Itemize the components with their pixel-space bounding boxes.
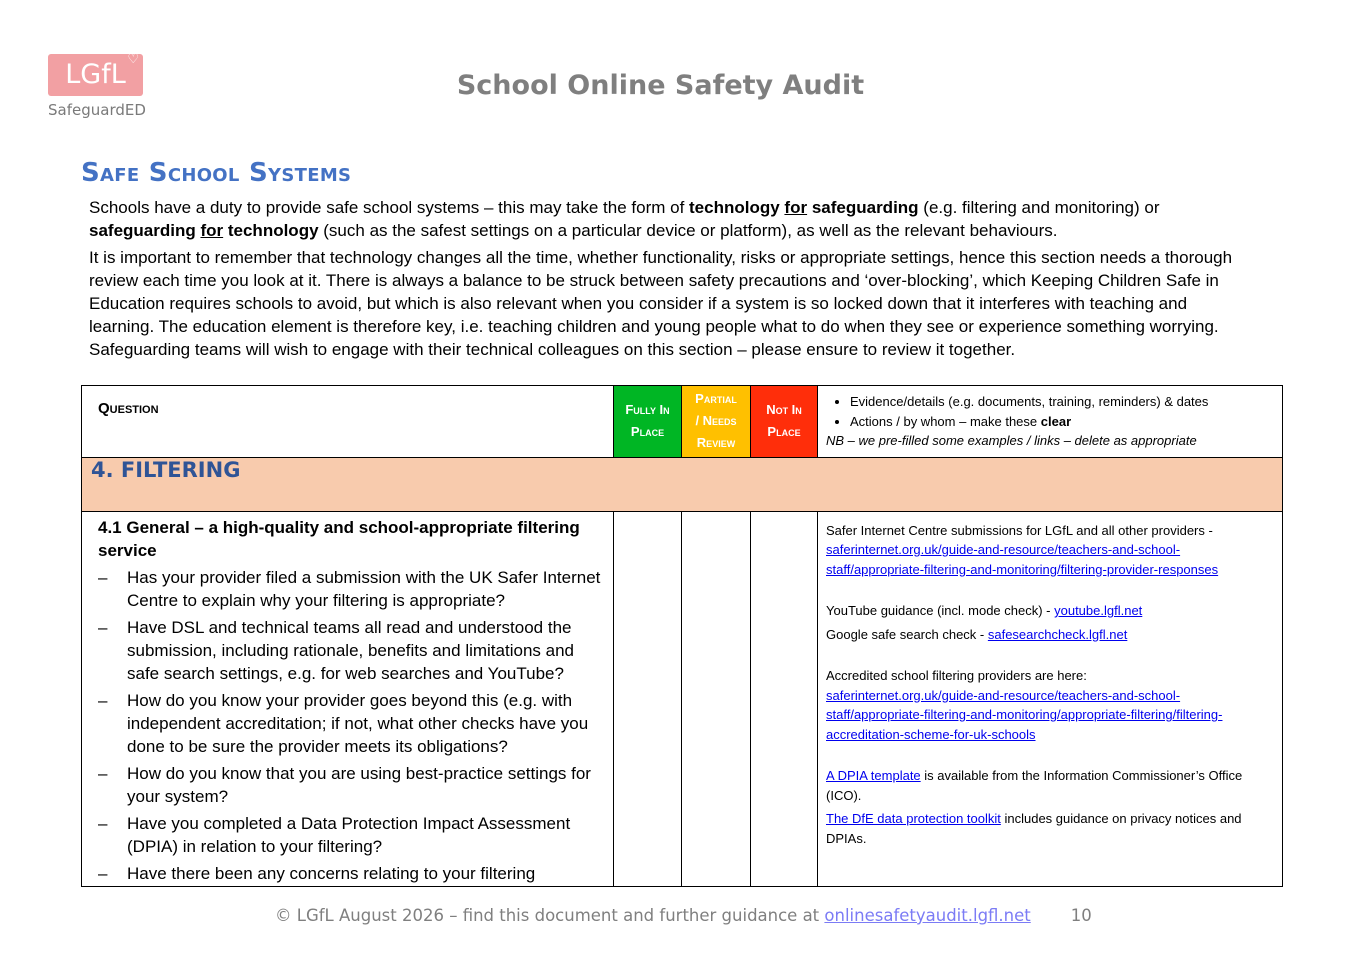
intro-paragraph-2: It is important to remember that technology changes all the time, whether functionality, risks or appropriate settings, hence this section needs a thorough review each time you look at it. There is always a balance to be struck between safety precautions and ‘over-blocking’, which Keeping Children Safe in Education requires schools to avoid, but which is also relevant when you consider if a system is so locked down that it interferes with teaching and learning. The education element is therefore key, i.e. teaching children and young people what to do when they see or experience something worrying. Safeguarding teams will wish to engage with their technical colleagues on this section – please ensure to review it together. <box>89 248 1233 359</box>
list-item: – Have there been any concerns relating to your filtering <box>98 862 605 885</box>
partial-label-2: / Needs <box>695 413 737 429</box>
intro-p1-e: (such as the safest settings on a particular device or platform), as well as the relevant behaviours. <box>318 221 1058 240</box>
logo-brand: LGfL <box>65 59 126 90</box>
youtube-text: YouTube guidance (incl. mode check) - <box>826 603 1055 618</box>
sic-link[interactable]: saferinternet.org.uk/guide-and-resource/teachers-and-school-staff/appropriate-filtering-and-monitoring/filtering-provider-responses <box>826 542 1219 577</box>
intro-p1-d3: technology <box>223 221 319 240</box>
fully-label-1: Fully In <box>625 402 670 418</box>
logo-subtitle: SafeguardED <box>48 101 146 119</box>
youtube-link[interactable]: youtube.lgfl.net <box>1054 603 1143 618</box>
list-item: – Have DSL and technical teams all read and understood the submission, including rationale, benefits and limitations and safe search settings, e.g. for web searches and YouTube? <box>98 616 605 685</box>
dfe-evidence <box>826 809 1272 848</box>
question-list <box>98 566 605 885</box>
safesearch-link[interactable]: safesearchcheck.lgfl.net <box>987 626 1128 642</box>
footer-text: © LGfL August 2026 – find this document and further guidance at <box>275 906 825 925</box>
list-item: – How do you know your provider goes beyond this (e.g. with independent accreditation; if not, what other checks have you done to be sure the provider meets its obligations? <box>98 689 605 758</box>
list-item: – Has your provider filed a submission with the UK Safer Internet Centre to explain why your filtering is appropriate? <box>98 566 605 612</box>
evidence-clear-text: clear <box>1040 413 1072 429</box>
fully-in-place-header <box>614 386 682 458</box>
filtering-section-title: 4. FILTERING <box>82 457 1283 511</box>
heart-icon: ♡ <box>127 52 139 67</box>
not-label-1: Not In <box>766 402 802 418</box>
intro-paragraph-1 <box>89 196 1239 242</box>
intro-p1-b2: for <box>784 198 808 217</box>
not-in-place-cell[interactable] <box>751 511 818 886</box>
question-heading: 4.1 General – a high-quality and school-appropriate filtering service <box>98 517 580 560</box>
partial-cell[interactable] <box>682 511 751 886</box>
safesearch-text: Google safe search check - <box>826 626 988 642</box>
evidence-actions-text: Actions / by whom – make these <box>850 413 1041 429</box>
partial-header <box>682 386 751 458</box>
evidence-header <box>818 386 1283 458</box>
partial-label-3: Review <box>696 435 736 451</box>
accreditation-link[interactable]: saferinternet.org.uk/guide-and-resource/teachers-and-school-staff/appropriate-filtering-and-monitoring/appropriate-filtering/filtering-accreditation-scheme-for-uk-schools <box>826 687 1223 742</box>
dpia-evidence <box>826 766 1272 805</box>
table-row <box>82 511 1283 886</box>
page-number: 10 <box>1070 906 1092 925</box>
evidence-header-list <box>826 392 1274 431</box>
intro-p1-bold-1 <box>689 198 919 217</box>
sic-text: Safer Internet Centre submissions for LGfL and all other providers - <box>826 522 1213 538</box>
evidence-note: NB – we pre-filled some examples / links – delete as appropriate <box>826 433 1197 448</box>
question-cell <box>82 511 614 886</box>
accreditation-text: Accredited school filtering providers are here: <box>826 668 1087 683</box>
question-content <box>98 516 605 886</box>
youtube-evidence <box>826 601 1272 621</box>
filtering-band-row <box>82 457 1283 511</box>
fully-in-place-cell[interactable] <box>614 511 682 886</box>
list-item: – Have you completed a Data Protection Impact Assessment (DPIA) in relation to your filtering? <box>98 812 605 858</box>
section-title: Safe School Systems <box>81 158 352 188</box>
audit-table <box>81 385 1283 887</box>
intro-p1-b1: technology <box>689 198 785 217</box>
intro-p1-d1: safeguarding <box>89 221 201 240</box>
dfe-toolkit-link[interactable]: The DfE data protection toolkit <box>826 811 1001 826</box>
partial-label-1: Partial <box>695 391 737 407</box>
table-header-row <box>82 386 1283 458</box>
intro-p1-c: (e.g. filtering and monitoring) or <box>918 198 1160 217</box>
intro-p1-bold-2 <box>89 221 319 240</box>
evidence-cell <box>818 511 1283 886</box>
not-label-2: Place <box>767 424 801 440</box>
document-title: School Online Safety Audit <box>456 70 865 101</box>
dpia-template-link[interactable]: A DPIA template <box>826 768 921 783</box>
safesearch-evidence <box>826 625 1272 645</box>
evidence-header-item: • Evidence/details (e.g. documents, training, reminders) & dates <box>850 392 1274 412</box>
accreditation-evidence <box>826 666 1272 744</box>
page-footer <box>275 906 1092 925</box>
fully-label-2: Place <box>630 424 665 440</box>
intro-p1-b3: safeguarding <box>807 198 919 217</box>
evidence-header-item <box>850 412 1274 432</box>
intro-p1-a: Schools have a duty to provide safe school systems – this may take the form of <box>89 198 690 217</box>
intro-p1-d2: for <box>200 221 224 240</box>
intro-text <box>89 196 1239 365</box>
question-header: Question <box>82 386 614 458</box>
footer-link[interactable]: onlinesafetyaudit.lgfl.net <box>824 906 1031 925</box>
not-in-place-header <box>751 386 818 458</box>
dpia-text: is available from the Information Commissioner’s Office (ICO). <box>826 768 1243 803</box>
dfe-text: includes guidance on privacy notices and DPIAs. <box>826 811 1242 846</box>
sic-evidence <box>826 521 1272 580</box>
list-item: – How do you know that you are using best-practice settings for your system? <box>98 762 605 808</box>
